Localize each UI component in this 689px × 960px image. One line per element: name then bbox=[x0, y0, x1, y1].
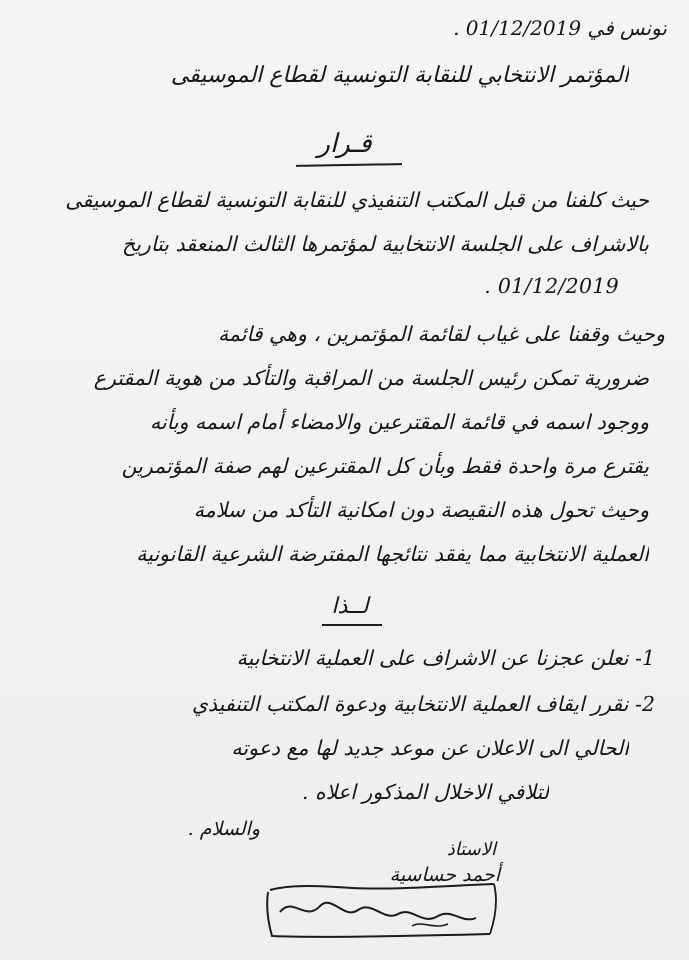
paragraph-line: 01/12/2019 . bbox=[484, 274, 619, 298]
paragraph-line: ضرورية تمكن رئيس الجلسة من المراقبة والتأكد من هوية المقترع bbox=[93, 366, 649, 390]
signatory-name: أحمد حساسية bbox=[389, 864, 500, 886]
decision-item: 2- نقرر ايقاف العملية الانتخابية ودعوة المكتب التنفيذي bbox=[191, 692, 655, 716]
decision-item-continued: الحالي الى الاعلان عن موعد جديد لها مع دعوته bbox=[231, 736, 629, 760]
paragraph-line: وحيث تحول هذه النقيصة دون امكانية التأكد من سلامة bbox=[193, 498, 649, 522]
signatory-title: الاستاذ bbox=[446, 839, 496, 860]
paragraph-line: يقترع مرة واحدة فقط وبأن كل المقترعين لهم صفة المؤتمرين bbox=[121, 454, 649, 478]
heading-underline bbox=[296, 163, 402, 167]
paragraph-line: العملية الانتخابية مما يفقد نتائجها المفترضة الشرعية القانونية bbox=[136, 542, 649, 566]
section-heading: لــذا bbox=[331, 594, 369, 619]
paragraph-line: ووجود اسمه في قائمة المقترعين والامضاء أمام اسمه وبأنه bbox=[149, 410, 649, 434]
decision-item: 1- نعلن عجزنا عن الاشراف على العملية الانتخابية bbox=[236, 646, 655, 670]
date-line: تونس في 01/12/2019 . bbox=[453, 16, 667, 40]
paragraph-line: بالاشراف على الجلسة الانتخابية لمؤتمرها الثالث المنعقد بتاريخ bbox=[121, 232, 649, 256]
handwritten-signature bbox=[262, 876, 502, 942]
section-heading-underline bbox=[322, 624, 382, 626]
closing-salutation: والسلام . bbox=[187, 818, 260, 840]
paragraph-line: وحيث وقفنا على غياب لقائمة المؤتمرين ، وهي قائمة bbox=[217, 322, 665, 346]
paragraph-line: حيث كلفنا من قبل المكتب التنفيذي للنقابة التونسية لقطاع الموسيقى bbox=[65, 188, 649, 212]
document-title: المؤتمر الانتخابي للنقابة التونسية لقطاع الموسيقى bbox=[170, 63, 629, 88]
decision-heading: قـرار bbox=[317, 130, 372, 158]
decision-item-continued: لتلافي الاخلال المذكور اعلاه . bbox=[301, 780, 549, 804]
